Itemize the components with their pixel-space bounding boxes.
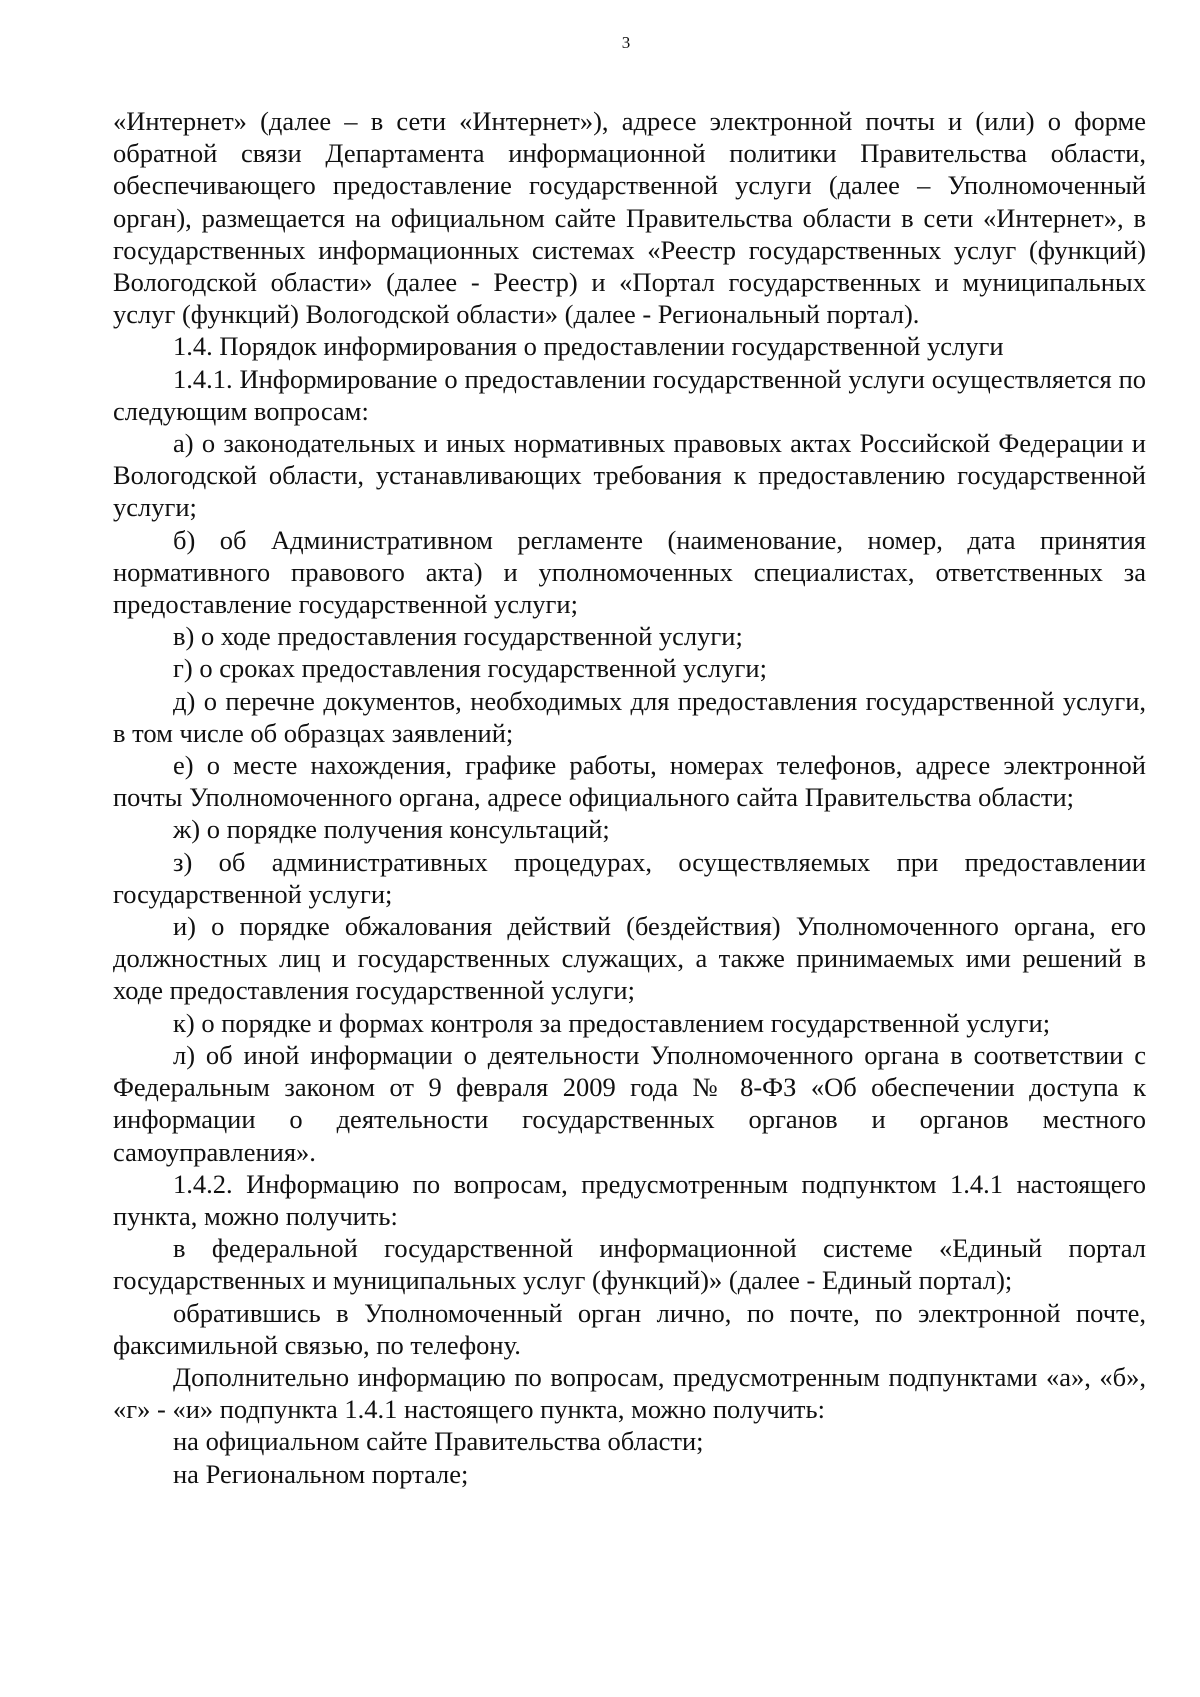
paragraph-regional-portal: на Региональном портале; (173, 1458, 469, 1489)
paragraph-1-4-1: 1.4.1. Информирование о предоставлении государственной услуги осуществляется по следующим вопросам: (113, 363, 1146, 426)
paragraph-contact-methods: обратившись в Уполномоченный орган лично, по почте, по электронной почте, факсимильной связью, по телефону. (113, 1297, 1146, 1360)
paragraph-additional-info: Дополнительно информацию по вопросам, предусмотренным подпунктами «а», «б», «г» - «и» подпункта 1.4.1 настоящего пункта, можно получить: (113, 1361, 1146, 1425)
paragraph-federal-portal: в федеральной государственной информационной системе «Единый портал государственных и муниципальных услуг (функций)» (далее - Единый портал); (113, 1233, 1146, 1296)
document-body (113, 105, 1146, 1490)
paragraph-item-l: л) об иной информации о деятельности Уполномоченного органа в соответствии с Федеральным законом от 9 февраля 2009 года № 8-ФЗ «Об обеспечении доступа к информации о деятельности государственных органов и органов местного самоуправления». (113, 1039, 1146, 1167)
paragraph-item-d: д) о перечне документов, необходимых для предоставления государственной услуги, в том числе об образцах заявлений; (113, 685, 1146, 748)
paragraph-section-heading: 1.4. Порядок информирования о предоставлении государственной услуги (173, 331, 1004, 362)
paragraph-item-b: б) об Административном регламенте (наименование, номер, дата принятия нормативного правового акта) и уполномоченных специалистах, ответственных за предоставление государственной услуги; (113, 524, 1146, 620)
paragraph-official-site: на официальном сайте Правительства области; (173, 1426, 704, 1457)
paragraph-item-i: и) о порядке обжалования действий (бездействия) Уполномоченного органа, его должностных лиц и государственных служащих, а также принимаемых ими решений в ходе предоставления государственной услуги; (113, 911, 1146, 1006)
paragraph-item-v: в) о ходе предоставления государственной услуги; (173, 621, 743, 652)
paragraph-item-z: з) об административных процедурах, осуществляемых при предоставлении государственной услуги; (113, 846, 1146, 909)
page-number: 3 (621, 33, 631, 52)
paragraph-item-zh: ж) о порядке получения консультаций; (173, 814, 610, 845)
paragraph-item-e: е) о месте нахождения, графике работы, номерах телефонов, адресе электронной почты Уполномоченного органа, адресе официального сайта Правительства области; (113, 750, 1146, 813)
paragraph-item-g: г) о сроках предоставления государственной услуги; (173, 653, 767, 684)
paragraph-intro: «Интернет» (далее – в сети «Интернет»), адресе электронной почты и (или) о форме обратной связи Департамента информационной политики Правительства области, обеспечивающего предоставление государственной услуги (далее – Уполномоченный орган), размещается на официальном сайте Правительства области в сети «Интернет», в государственных информационных системах «Реестр государственных услуг (функций) Вологодской области» (далее - Реестр) и «Портал государственных и муниципальных услуг (функций) Вологодской области» (далее - Региональный портал). (113, 106, 1146, 330)
paragraph-item-a: а) о законодательных и иных нормативных правовых актах Российской Федерации и Вологодской области, устанавливающих требования к предоставлению государственной услуги; (113, 428, 1146, 523)
paragraph-item-k: к) о порядке и формах контроля за предоставлением государственной услуги; (173, 1007, 1051, 1038)
paragraph-1-4-2: 1.4.2. Информацию по вопросам, предусмотренным подпунктом 1.4.1 настоящего пункта, можно получить: (113, 1168, 1146, 1231)
